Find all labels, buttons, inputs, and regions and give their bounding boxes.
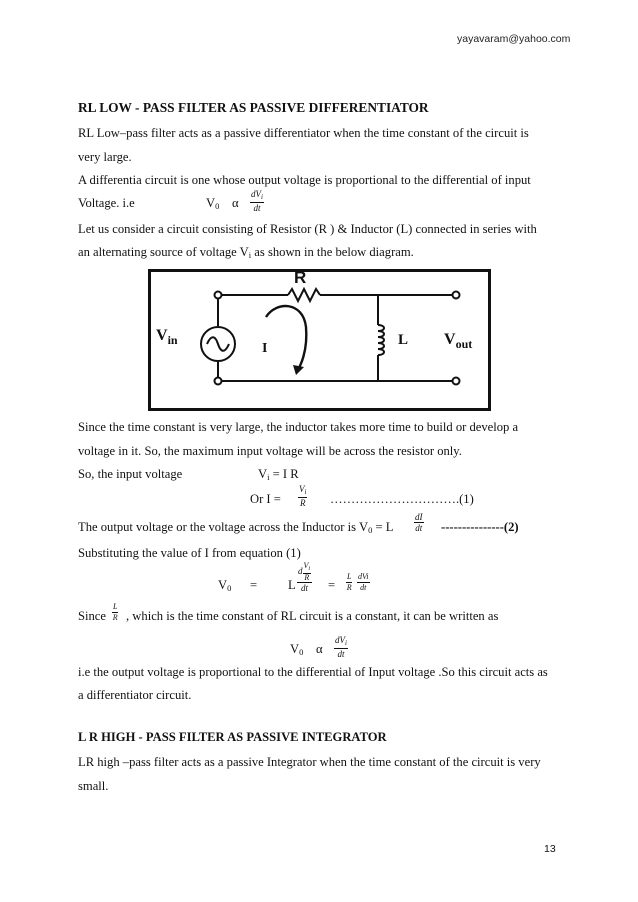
paragraph-line: So, the input voltage (78, 467, 183, 481)
paragraph-line: Let us consider a circuit consisting of Resistor (R ) & Inductor (L) connected in series with (78, 222, 537, 236)
circuit-diagram (148, 269, 491, 411)
terminal-top-left (215, 292, 222, 299)
label-vout: $V_{out}$ (444, 331, 473, 351)
fraction-dvi-dt: $dV_i$ dt (251, 189, 263, 213)
equals-sign: = (250, 578, 258, 592)
equation-label-2: ---------------(2) (441, 520, 519, 534)
label-i: I (262, 341, 268, 356)
paragraph-line: The output voltage or the voltage across the Inductor is $V_0 = L$ (78, 520, 394, 535)
paragraph-line: A differentia circuit is one whose output voltage is proportional to the differential of input (78, 173, 531, 187)
current-loop-arrow (266, 306, 306, 369)
equation-v0: $V_0$ (206, 196, 220, 211)
paragraph-line: LR high –pass filter acts as a passive Integrator when the time constant of the circuit is very (78, 755, 541, 769)
fraction-l-r: $\frac{L}{R}$ (346, 572, 352, 592)
equation-label-1: ………………………….(1) (330, 492, 474, 506)
page-number: 13 (544, 843, 556, 855)
label-vin: $V_{in}$ (156, 327, 178, 347)
paragraph-line: voltage in it. So, the maximum input voltage will be across the resistor only. (78, 444, 462, 458)
paragraph-line: Since the time constant is very large, the inductor takes more time to build or develop a (78, 420, 519, 434)
paragraph-line: , which is the time constant of RL circuit is a constant, it can be written as (126, 609, 499, 623)
label-l: L (398, 332, 409, 348)
fraction-d-vi-r-dt: d $\frac{V_i}{R}$ dt (298, 561, 311, 593)
paragraph-line: RL Low–pass filter acts as a passive differentiator when the time constant of the circuit is (78, 126, 529, 140)
equation-or-i: Or I = (250, 492, 281, 506)
paragraph-line: small. (78, 779, 109, 793)
section-title-integrator: L R HIGH - PASS FILTER AS PASSIVE INTEGRATOR (78, 730, 387, 744)
fraction-dvi-dt-3: $dV_i$ dt (335, 635, 347, 659)
paragraph-line: very large. (78, 150, 132, 164)
current-arrow-head (293, 365, 304, 375)
terminal-bottom-left (215, 378, 222, 385)
paragraph-line: Substituting the value of I from equation (1) (78, 546, 301, 560)
equation-vi-ir: $V_i = I$ R (258, 467, 299, 482)
equation-v0: $V_0$ (218, 578, 232, 593)
paragraph-line: a differentiator circuit. (78, 688, 192, 702)
fraction-vi-r: $\frac{V_i}{R}$ (299, 484, 307, 508)
paragraph-line: an alternating source of voltage $V_i$ as shown in the below diagram. (78, 245, 414, 260)
inductor-coil (378, 325, 384, 355)
paragraph-line: i.e the output voltage is proportional to the differential of Input voltage .So this circuit acts as (78, 665, 548, 679)
header-email: yayavaram@yahoo.com (457, 33, 571, 45)
equals-sign: = (328, 578, 336, 592)
circuit-svg (148, 269, 491, 411)
paragraph-line: Voltage. i.e (78, 196, 135, 210)
equation-v0: $V_0$ (290, 642, 304, 657)
fraction-dvi-dt-2: dVi dt (358, 572, 369, 592)
fraction-di-dt: $\frac{dI}{dt}$ (415, 512, 423, 533)
paragraph-line: Since (78, 609, 106, 623)
section-title-differentiator: RL LOW - PASS FILTER AS PASSIVE DIFFERENTIATOR (78, 100, 429, 115)
terminal-bottom-right (453, 378, 460, 385)
equation-l: L (288, 578, 296, 592)
fraction-l-r-since: $\frac{L}{R}$ (112, 602, 118, 622)
label-r: R (294, 268, 307, 287)
alpha-symbol: α (316, 642, 323, 656)
resistor-zigzag (288, 289, 320, 301)
terminal-top-right (453, 292, 460, 299)
alpha-symbol: α (232, 196, 239, 210)
